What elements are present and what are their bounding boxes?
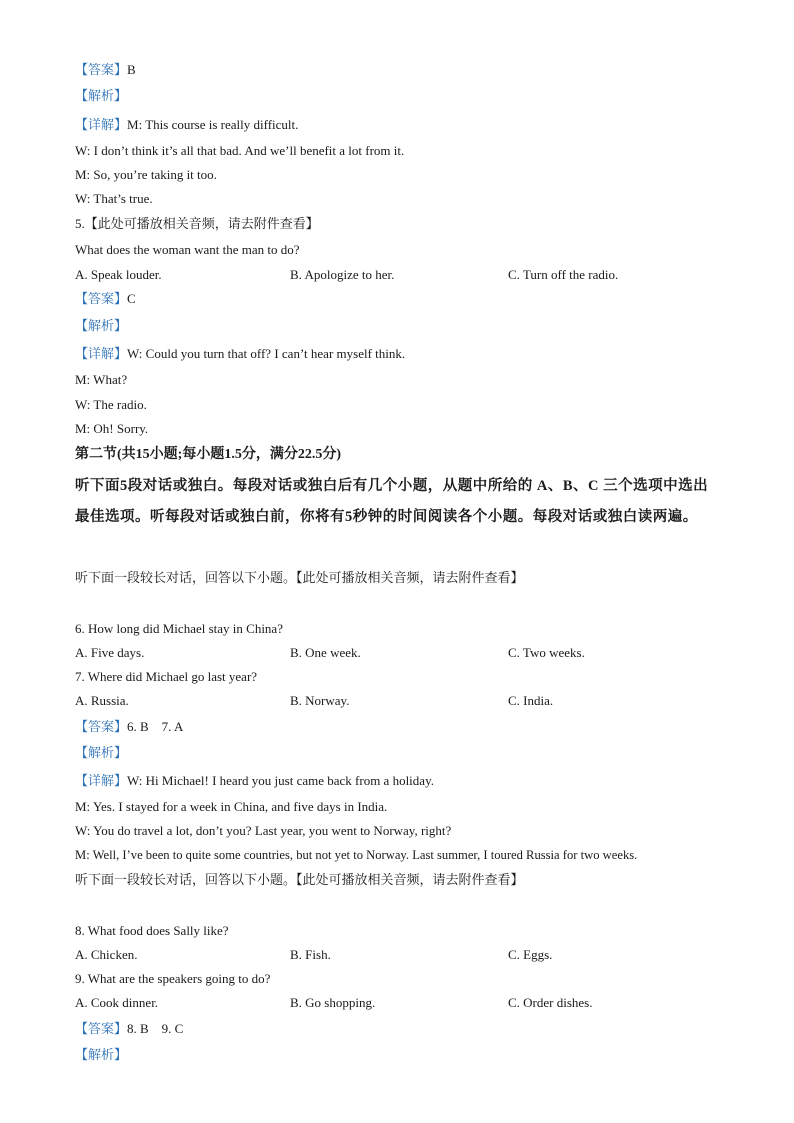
q4-detail-line: M: So, you’re taking it too. xyxy=(75,167,217,182)
q4-detail-line: 【详解】M: This course is really difficult. xyxy=(75,117,299,132)
q4-detail-line: W: I don’t think it’s all that bad. And we’ll benefit a lot from it. xyxy=(75,143,405,158)
q5-option-a: A. Speak louder. xyxy=(75,267,162,282)
answer-label: 【答案】 xyxy=(75,62,128,77)
q6-option-c: C. Two weeks. xyxy=(508,645,585,660)
q9-option-c: C. Order dishes. xyxy=(508,995,593,1010)
detail-label: 【详解】 xyxy=(75,346,128,361)
answer-label: 【答案】 xyxy=(75,1021,128,1036)
q5-option-c: C. Turn off the radio. xyxy=(508,267,619,282)
q5-answer: 【答案】C xyxy=(75,291,136,306)
dialog2-analysis-label: 【解析】 xyxy=(75,1047,128,1062)
dialog1-answer: 【答案】6. B 7. A xyxy=(75,719,184,734)
q4-detail-line: W: That’s true. xyxy=(75,191,153,206)
q4-analysis-label: 【解析】 xyxy=(75,88,128,103)
q5-detail-line: 【详解】W: Could you turn that off? I can’t hear myself think. xyxy=(75,346,406,361)
q5-detail-line: M: What? xyxy=(75,372,128,387)
audio-note: 【此处可播放相关音频，请去附件查看】 xyxy=(84,216,319,231)
q9-question: 9. What are the speakers going to do? xyxy=(75,971,271,986)
q7-question: 7. Where did Michael go last year? xyxy=(75,669,258,684)
q5-option-b: B. Apologize to her. xyxy=(290,267,395,282)
section-heading: 第二节(共15小题;每小题1.5分，满分22.5分) xyxy=(75,447,341,462)
section-instructions: 听下面5段对话或独白。每段对话或独白后有几个小题，从题中所给的 A、B、C 三个选项中选出最佳选项。听每段对话或独白前，你将有5秒钟的时间阅读各个小题。每段对话或独白读两遍。 xyxy=(75,478,709,525)
dialog1-analysis-label: 【解析】 xyxy=(75,745,128,760)
q5-question: What does the woman want the man to do? xyxy=(75,242,300,257)
q9-option-b: B. Go shopping. xyxy=(290,995,376,1010)
q5-stem: 5.【此处可播放相关音频，请去附件查看】 xyxy=(75,216,319,231)
q7-option-c: C. India. xyxy=(508,693,554,708)
q6-option-a: A. Five days. xyxy=(75,645,145,660)
q5-detail-line: W: The radio. xyxy=(75,397,147,412)
dialog1-intro: 听下面一段较长对话，回答以下小题。【此处可播放相关音频，请去附件查看】 xyxy=(75,570,524,585)
q5-detail-line: M: Oh! Sorry. xyxy=(75,421,149,436)
dialog1-detail-line: M: Yes. I stayed for a week in China, and five days in India. xyxy=(75,799,388,814)
q9-option-a: A. Cook dinner. xyxy=(75,995,159,1010)
q7-option-b: B. Norway. xyxy=(290,693,350,708)
dialog1-detail-line: 【详解】W: Hi Michael! I heard you just came back from a holiday. xyxy=(75,773,434,788)
dialog2-intro: 听下面一段较长对话，回答以下小题。【此处可播放相关音频，请去附件查看】 xyxy=(75,872,524,887)
q8-question: 8. What food does Sally like? xyxy=(75,923,229,938)
q6-question: 6. How long did Michael stay in China? xyxy=(75,621,283,636)
answer-label: 【答案】 xyxy=(75,291,128,306)
q8-option-b: B. Fish. xyxy=(290,947,331,962)
answer-label: 【答案】 xyxy=(75,719,128,734)
q4-answer: 【答案】B xyxy=(75,62,136,77)
q7-option-a: A. Russia. xyxy=(75,693,129,708)
detail-label: 【详解】 xyxy=(75,117,128,132)
q5-analysis-label: 【解析】 xyxy=(75,318,128,333)
detail-label: 【详解】 xyxy=(75,773,128,788)
q8-option-c: C. Eggs. xyxy=(508,947,553,962)
dialog2-answer: 【答案】8. B 9. C xyxy=(75,1021,184,1036)
dialog1-detail-line: M: Well, I’ve been to quite some countries, but not yet to Norway. Last summer, I toured Russia for two weeks. xyxy=(75,848,638,862)
dialog1-detail-line: W: You do travel a lot, don’t you? Last year, you went to Norway, right? xyxy=(75,823,452,838)
q8-option-a: A. Chicken. xyxy=(75,947,138,962)
q6-option-b: B. One week. xyxy=(290,645,361,660)
